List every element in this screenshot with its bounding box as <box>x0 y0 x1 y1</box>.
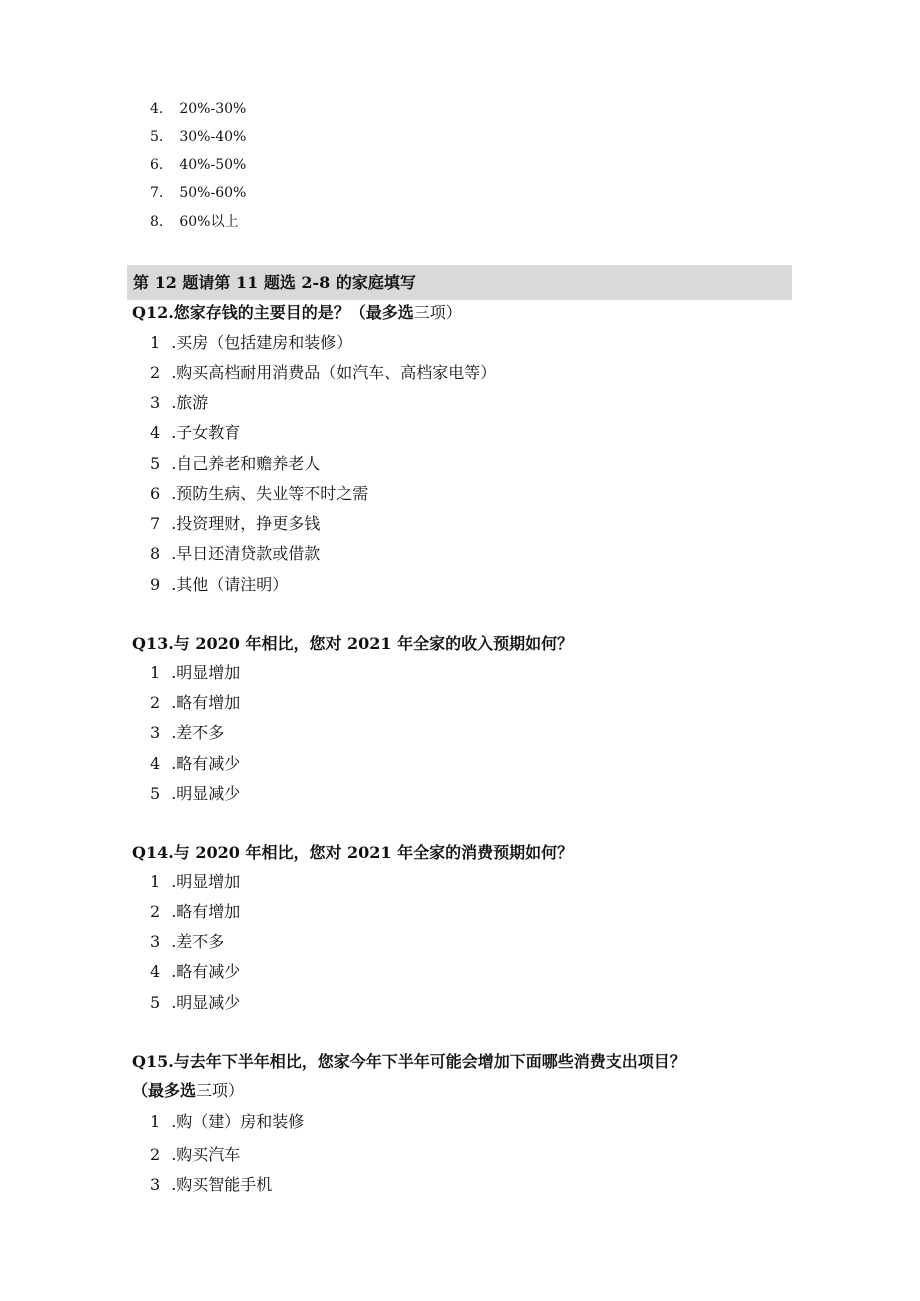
q14-option-5 <box>150 993 240 1013</box>
option-number: 5 <box>150 784 161 803</box>
option-number: 3 <box>150 932 161 951</box>
option-number: 5 <box>150 454 161 473</box>
option-number: 1 <box>150 663 161 682</box>
question-text: Q12.您家存钱的主要目的是？（最多选 <box>132 303 414 322</box>
q12-option-3 <box>150 393 208 413</box>
question-q15 <box>132 1051 686 1073</box>
option-number: 3 <box>150 393 161 412</box>
option-number: 3 <box>150 723 161 742</box>
option-text: .其他（请注明） <box>171 575 289 594</box>
q14-option-2 <box>150 902 240 922</box>
q13-option-5 <box>150 784 240 804</box>
pct-option-4 <box>150 99 246 119</box>
section-title: 第 12 题请第 11 题选 2-8 的家庭填写 <box>133 273 416 292</box>
option-text: .预防生病、失业等不时之需 <box>171 484 369 503</box>
q15-option-2 <box>150 1145 240 1165</box>
option-text: .略有减少 <box>171 754 241 773</box>
q12-option-6 <box>150 484 368 504</box>
pct-option-6 <box>150 155 246 175</box>
option-text: .明显减少 <box>171 993 241 1012</box>
option-text: 60%以上 <box>179 214 239 230</box>
question-text: Q13.与 2020 年相比，您对 2021 年全家的收入预期如何？ <box>132 634 574 653</box>
option-text: .购（建）房和装修 <box>171 1112 305 1131</box>
option-text: .差不多 <box>171 932 225 951</box>
option-text: .略有减少 <box>171 962 241 981</box>
pct-option-5 <box>150 127 246 147</box>
option-number: 1 <box>150 872 161 891</box>
question-q15-line2 <box>132 1080 244 1102</box>
q12-option-5 <box>150 454 320 474</box>
q12-option-1 <box>150 333 352 353</box>
option-number: 2 <box>150 693 161 712</box>
option-number: 8. <box>150 214 164 230</box>
question-q14 <box>132 842 573 864</box>
q14-option-3 <box>150 932 224 952</box>
option-text: .略有增加 <box>171 693 241 712</box>
pct-option-8 <box>150 212 238 232</box>
q14-option-4 <box>150 962 240 982</box>
q15-option-1 <box>150 1112 304 1132</box>
option-number: 6 <box>150 484 161 503</box>
q13-option-3 <box>150 723 224 743</box>
option-text: .略有增加 <box>171 902 241 921</box>
option-number: 5 <box>150 993 161 1012</box>
option-number: 9 <box>150 575 161 594</box>
option-number: 4 <box>150 423 161 442</box>
question-text-tail: 三项） <box>413 303 462 322</box>
q14-option-1 <box>150 872 240 892</box>
option-number: 7. <box>150 185 164 201</box>
pct-option-7 <box>150 183 246 203</box>
q13-option-2 <box>150 693 240 713</box>
q13-option-4 <box>150 754 240 774</box>
option-text: 30%-40% <box>179 129 247 145</box>
option-text: .买房（包括建房和装修） <box>171 333 353 352</box>
option-number: 4. <box>150 101 164 117</box>
q12-option-2 <box>150 363 496 383</box>
question-q13 <box>132 633 573 655</box>
question-text: （最多选 <box>132 1081 197 1100</box>
option-number: 2 <box>150 363 161 382</box>
q12-option-9 <box>150 575 288 595</box>
section-header <box>127 265 792 300</box>
question-text: Q15.与去年下半年相比，您家今年下半年可能会增加下面哪些消费支出项目？ <box>132 1052 686 1071</box>
option-number: 4 <box>150 962 161 981</box>
option-number: 8 <box>150 544 161 563</box>
option-number: 3 <box>150 1175 161 1194</box>
option-text: 50%-60% <box>179 185 247 201</box>
q12-option-4 <box>150 423 240 443</box>
option-text: .明显增加 <box>171 872 241 891</box>
option-text: .购买汽车 <box>171 1145 241 1164</box>
q13-option-1 <box>150 663 240 683</box>
option-text: .明显增加 <box>171 663 241 682</box>
option-number: 6. <box>150 157 164 173</box>
q12-option-7 <box>150 514 320 534</box>
q12-option-8 <box>150 544 320 564</box>
option-text: .旅游 <box>171 393 209 412</box>
option-number: 1 <box>150 1112 161 1131</box>
option-text: .差不多 <box>171 723 225 742</box>
option-number: 5. <box>150 129 164 145</box>
option-number: 2 <box>150 1145 161 1164</box>
question-text: Q14.与 2020 年相比，您对 2021 年全家的消费预期如何？ <box>132 843 574 862</box>
option-text: .自己养老和赡养老人 <box>171 454 321 473</box>
option-text: .早日还清贷款或借款 <box>171 544 321 563</box>
option-number: 2 <box>150 902 161 921</box>
option-number: 7 <box>150 514 161 533</box>
option-text: .购买智能手机 <box>171 1175 273 1194</box>
option-text: .投资理财，挣更多钱 <box>171 514 321 533</box>
option-text: .子女教育 <box>171 423 241 442</box>
question-text-tail: 三项） <box>196 1081 245 1100</box>
option-text: 20%-30% <box>179 101 247 117</box>
option-text: .购买高档耐用消费品（如汽车、高档家电等） <box>171 363 497 382</box>
option-text: .明显减少 <box>171 784 241 803</box>
option-number: 4 <box>150 754 161 773</box>
question-q12 <box>132 302 462 324</box>
q15-option-3 <box>150 1175 272 1195</box>
option-number: 1 <box>150 333 161 352</box>
option-text: 40%-50% <box>179 157 247 173</box>
